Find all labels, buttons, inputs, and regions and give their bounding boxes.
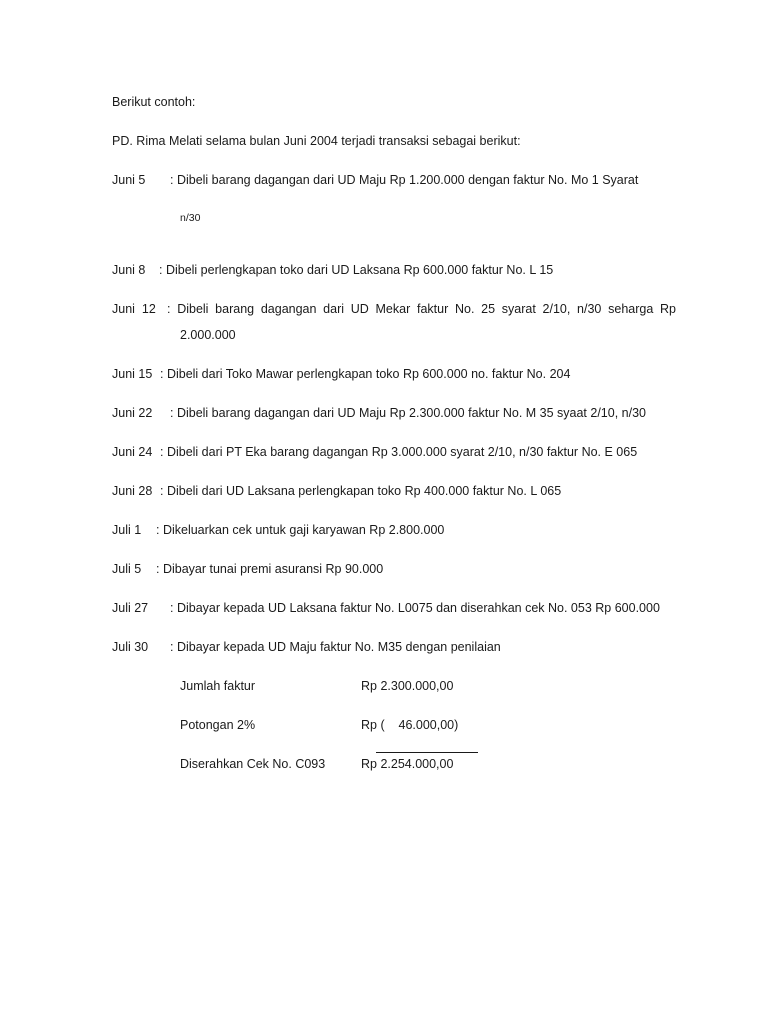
entry-text: : Dibeli dari UD Laksana perlengkapan toko Rp 400.000 faktur No. L 065	[160, 484, 562, 498]
entry-date: Juni 24	[112, 445, 153, 459]
calc-value: Rp ( 46.000,00)	[361, 718, 459, 732]
entry-text: : Dibayar kepada UD Laksana faktur No. L0075 dan diserahkan cek No. 053 Rp 600.000	[170, 601, 660, 615]
calc-value: Rp 2.254.000,00	[361, 757, 454, 771]
calc-label: Jumlah faktur	[180, 679, 256, 693]
entry-date: Juli 27	[112, 601, 149, 615]
calc-label: Potongan 2%	[180, 718, 256, 732]
entry-date: Juni 5	[112, 173, 146, 187]
entry-continuation: n/30	[180, 212, 201, 224]
entry-date: Juli 1	[112, 523, 142, 537]
entry-text: : Dibeli barang dagangan dari UD Maju Rp 1.200.000 dengan faktur No. Mo 1 Syarat	[170, 173, 639, 187]
entry-continuation: 2.000.000	[180, 328, 236, 342]
entry-text: : Dibeli perlengkapan toko dari UD Laksana Rp 600.000 faktur No. L 15	[159, 263, 554, 277]
entry-text: : Dikeluarkan cek untuk gaji karyawan Rp 2.800.000	[156, 523, 445, 537]
heading-text: PD. Rima Melati selama bulan Juni 2004 terjadi transaksi sebagai berikut:	[112, 134, 521, 148]
entry-text: : Dibeli dari Toko Mawar perlengkapan toko Rp 600.000 no. faktur No. 204	[160, 367, 571, 381]
entry-date: Juli 5	[112, 562, 142, 576]
entry-date: Juni 15	[112, 367, 153, 381]
entry-date: Juni 12	[112, 302, 156, 316]
entry-text: : Dibeli barang dagangan dari UD Maju Rp 2.300.000 faktur No. M 35 syaat 2/10, n/30	[170, 406, 646, 420]
entry-text: : Dibeli barang dagangan dari UD Mekar faktur No. 25 syarat 2/10, n/30 seharga Rp	[167, 302, 676, 316]
calc-label: Diserahkan Cek No. C093	[180, 757, 326, 771]
entry-text: : Dibayar kepada UD Maju faktur No. M35 dengan penilaian	[170, 640, 501, 654]
entry-date: Juli 30	[112, 640, 149, 654]
calc-value: Rp 2.300.000,00	[361, 679, 454, 693]
entry-text: : Dibeli dari PT Eka barang dagangan Rp 3.000.000 syarat 2/10, n/30 faktur No. E 065	[160, 445, 638, 459]
entry-date: Juni 8	[112, 263, 146, 277]
entry-date: Juni 22	[112, 406, 153, 420]
sum-underline	[376, 752, 478, 753]
entry-date: Juni 28	[112, 484, 153, 498]
entry-text: : Dibayar tunai premi asuransi Rp 90.000	[156, 562, 384, 576]
intro-text: Berikut contoh:	[112, 95, 196, 109]
